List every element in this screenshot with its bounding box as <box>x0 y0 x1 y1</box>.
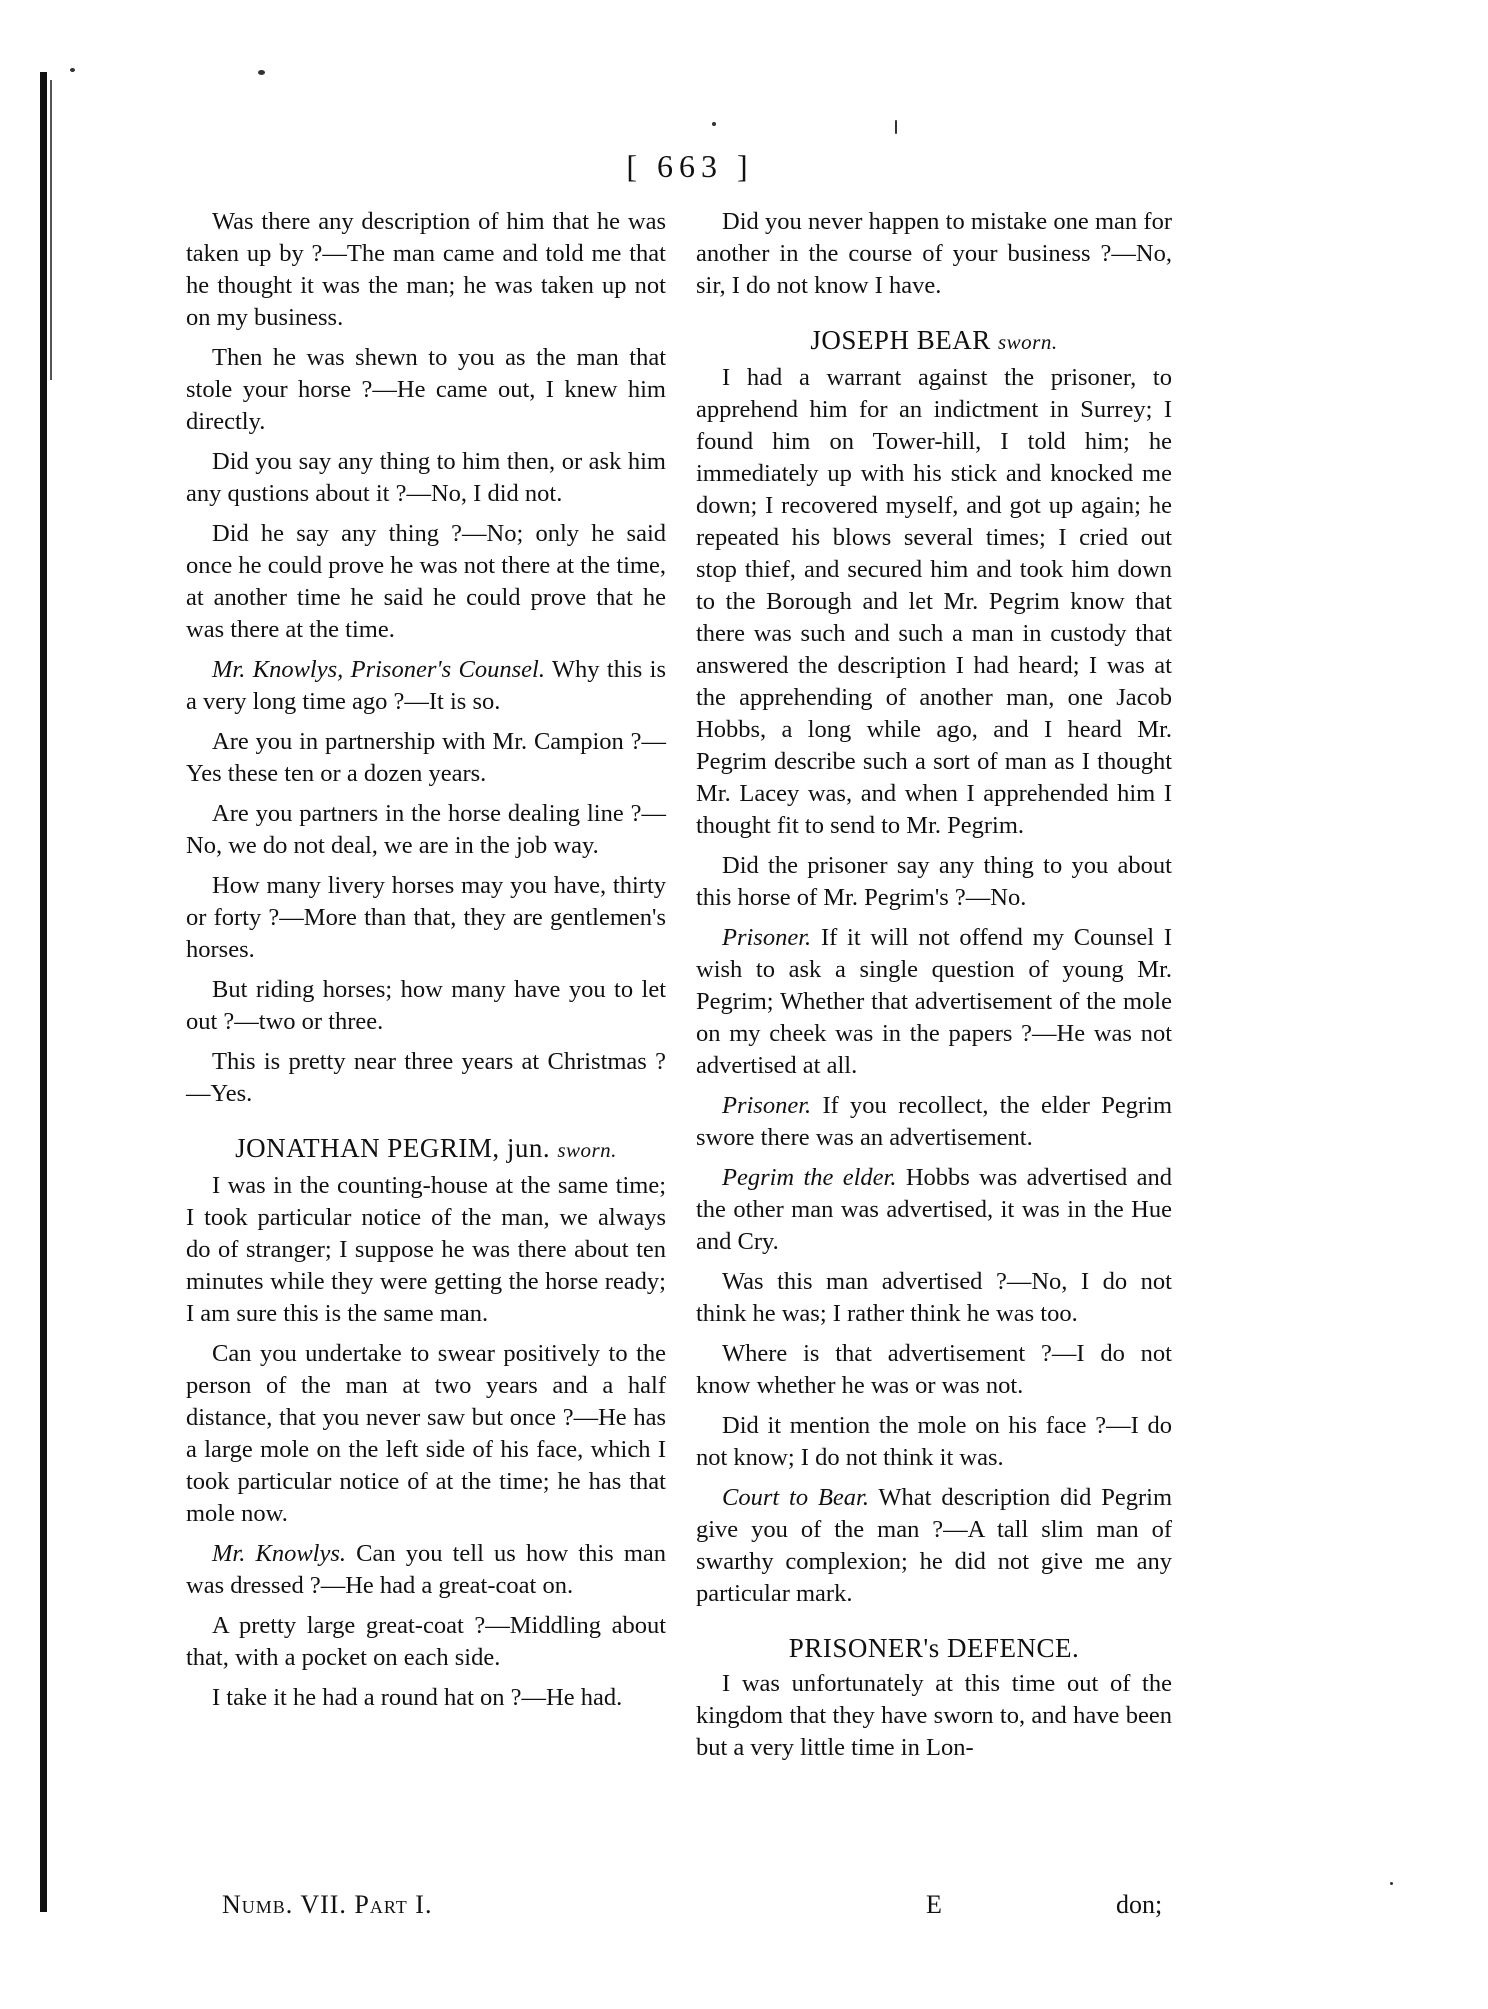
witness-heading <box>696 324 1172 358</box>
paragraph-text: Did you never happen to mistake one man for another in the course of your business ?—No, sir, I do not know I have. <box>696 208 1172 299</box>
testimony-paragraph <box>186 446 666 510</box>
witness-heading <box>186 1132 666 1166</box>
witness-name: JONATHAN PEGRIM, jun. <box>235 1133 551 1163</box>
testimony-paragraph <box>696 362 1172 842</box>
gathering-signature: E <box>926 1890 942 1919</box>
paragraph-text: Was there any description of him that he was taken up by ?—The man came and told me that he thought it was the man; he was taken up not on my business. <box>186 208 666 331</box>
paragraph-text: Are you in partnership with Mr. Campion ?—Yes these ten or a dozen years. <box>186 728 666 787</box>
testimony-paragraph <box>696 1090 1172 1154</box>
testimony-paragraph <box>696 1410 1172 1474</box>
testimony-paragraph <box>696 1266 1172 1330</box>
paragraph-text: I was unfortunately at this time out of the kingdom that they have sworn to, and have been but a very little time in Lon- <box>696 1670 1172 1761</box>
paragraph-text: Where is that advertisement ?—I do not know whether he was or was not. <box>696 1340 1172 1399</box>
paragraph-text: I take it he had a round hat on ?—He had. <box>212 1684 623 1711</box>
right-column <box>696 206 1172 1764</box>
signature-footer: Numb. VII. Part I. <box>222 1890 433 1919</box>
testimony-paragraph <box>186 1338 666 1530</box>
paragraph-text: Can you tell us how this man was dressed ?—He had a great-coat on. <box>186 1540 666 1599</box>
paragraph-text: How many livery horses may you have, thirty or forty ?—More than that, they are gentlemen's horses. <box>186 872 666 963</box>
ink-speck <box>895 120 897 134</box>
testimony-paragraph <box>186 342 666 438</box>
paragraph-text: Why this is a very long time ago ?—It is so. <box>186 656 666 715</box>
paragraph-text: Hobbs was advertised and the other man was advertised, it was in the Hue and Cry. <box>696 1164 1173 1255</box>
paragraph-text: If you recollect, the elder Pegrim swore there was an advertisement. <box>696 1092 1173 1151</box>
page-binding-edge <box>40 72 47 1912</box>
testimony-paragraph <box>186 1046 666 1110</box>
testimony-paragraph <box>186 1682 666 1714</box>
paragraph-text: If it will not offend my Counsel I wish to ask a single question of young Mr. Pegrim; Whether that advertisement of the mole on my cheek was in the papers ?—He was not advertised at all. <box>696 924 1173 1079</box>
paragraph-text: This is pretty near three years at Christmas ?—Yes. <box>186 1048 666 1107</box>
testimony-paragraph <box>186 798 666 862</box>
witness-name: PRISONER's DEFENCE. <box>788 1633 1080 1663</box>
paragraph-text: I was in the counting-house at the same time; I took particular notice of the man, we always do of stranger; I suppose he was there about ten minutes while they were getting the horse ready; I am sure this is the same man. <box>186 1172 666 1327</box>
testimony-paragraph <box>186 654 666 718</box>
paragraph-text: Did it mention the mole on his face ?—I do not know; I do not think it was. <box>696 1412 1172 1471</box>
catchword: don; <box>1116 1890 1163 1919</box>
paragraph-text: I had a warrant against the prisoner, to apprehend him for an indictment in Surrey; I found him on Tower-hill, I told him; he immediately up with his stick and knocked me down; I recovered myself, and got up again; he repeated his blows several times; I cried out stop thief, and secured him and took him down to the Borough and let Mr. Pegrim know that there was such and such a man in custody that answered the description I had heard; I was at the apprehending of another man, one Jacob Hobbs, a long while ago, and I heard Mr. Pegrim describe such a sort of man as I thought Mr. Lacey was, and when I apprehended him I thought fit to send to Mr. Pegrim. <box>696 364 1172 839</box>
testimony-paragraph <box>696 1668 1172 1764</box>
testimony-paragraph <box>186 870 666 966</box>
testimony-paragraph <box>696 850 1172 914</box>
testimony-paragraph <box>186 1170 666 1330</box>
paragraph-text: But riding horses; how many have you to let out ?—two or three. <box>186 976 666 1035</box>
paragraph-text: Did the prisoner say any thing to you about this horse of Mr. Pegrim's ?—No. <box>696 852 1172 911</box>
ink-speck <box>712 122 716 126</box>
left-column <box>186 206 666 1714</box>
paragraph-text: What description did Pegrim give you of the man ?—A tall slim man of swarthy complexion; he did not give me any particular mark. <box>696 1484 1172 1607</box>
ink-speck <box>1390 1882 1393 1885</box>
speaker-label: Prisoner. <box>722 1092 812 1119</box>
speaker-label: Mr. Knowlys. <box>212 1540 347 1567</box>
witness-heading <box>696 1632 1172 1664</box>
testimony-paragraph <box>186 518 666 646</box>
testimony-paragraph <box>186 726 666 790</box>
testimony-paragraph <box>186 206 666 334</box>
paragraph-text: Was this man advertised ?—No, I do not think he was; I rather think he was too. <box>696 1268 1172 1327</box>
paragraph-text: Can you undertake to swear positively to the person of the man at two years and a half distance, that you never saw but once ?—He has a large mole on the left side of his face, which I took particular notice of at the time; he has that mole now. <box>186 1340 666 1527</box>
witness-name: JOSEPH BEAR <box>810 325 991 355</box>
page-number: [ 663 ] <box>626 148 754 184</box>
page-binding-shadow <box>50 80 52 380</box>
testimony-paragraph <box>186 1538 666 1602</box>
ink-speck <box>70 68 75 72</box>
sworn-label: sworn. <box>997 330 1058 354</box>
speaker-label: Prisoner. <box>722 924 812 951</box>
paragraph-text: Then he was shewn to you as the man that stole your horse ?—He came out, I knew him directly. <box>186 344 666 435</box>
testimony-paragraph <box>696 1482 1172 1610</box>
paragraph-text: A pretty large great-coat ?—Middling about that, with a pocket on each side. <box>186 1612 666 1671</box>
testimony-paragraph <box>186 1610 666 1674</box>
sworn-label: sworn. <box>557 1138 617 1162</box>
paragraph-text: Are you partners in the horse dealing line ?—No, we do not deal, we are in the job way. <box>186 800 666 859</box>
testimony-paragraph <box>696 1338 1172 1402</box>
testimony-paragraph <box>696 206 1172 302</box>
paragraph-text: Did he say any thing ?—No; only he said once he could prove he was not there at the time, at another time he said he could prove that he was there at the time. <box>186 520 666 643</box>
ink-speck <box>258 70 265 75</box>
speaker-label: Pegrim the elder. <box>722 1164 897 1191</box>
testimony-paragraph <box>696 1162 1172 1258</box>
speaker-label: Mr. Knowlys, Prisoner's Counsel. <box>212 656 545 683</box>
testimony-paragraph <box>696 922 1172 1082</box>
speaker-label: Court to Bear. <box>722 1484 869 1511</box>
paragraph-text: Did you say any thing to him then, or ask him any qustions about it ?—No, I did not. <box>186 448 666 507</box>
testimony-paragraph <box>186 974 666 1038</box>
